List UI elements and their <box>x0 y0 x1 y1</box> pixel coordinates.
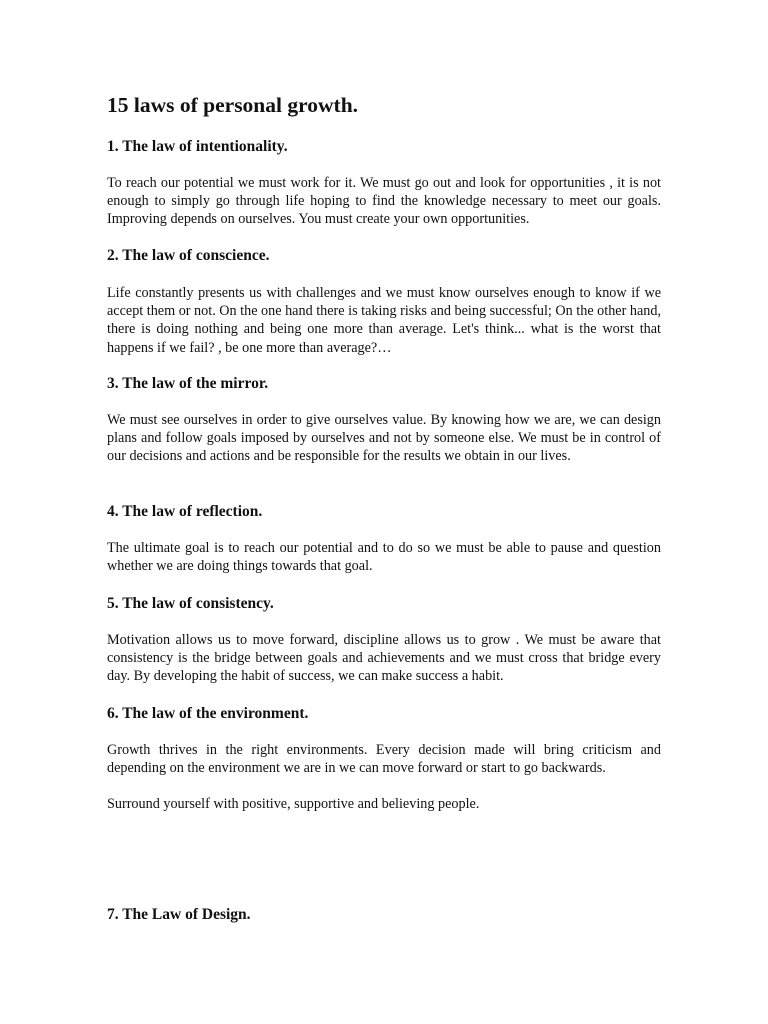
section-heading-conscience: 2. The law of conscience. <box>107 247 270 264</box>
section-heading-reflection: 4. The law of reflection. <box>107 503 263 520</box>
section-heading-environment: 6. The law of the environment. <box>107 705 309 722</box>
section-paragraph-mirror: We must see ourselves in order to give ourselves value. By knowing how we are, we can design plans and follow goals imposed by ourselves and not by someone else. We must be in control of our decisions and actions and be responsible for the results we obtain in our lives. <box>107 412 661 465</box>
section-paragraph-consistency: Motivation allows us to move forward, discipline allows us to grow . We must be aware that consistency is the bridge between goals and achievements and we must cross that bridge every day. By developing the habit of success, we can make success a habit. <box>107 632 661 685</box>
section-paragraph-conscience: Life constantly presents us with challenges and we must know ourselves enough to know if we accept them or not. On the one hand there is taking risks and being successful; On the other hand, there is doing nothing and being one more than average. Let's think... what is the worst that happens if we fail? , be one more than average?… <box>107 285 661 356</box>
document-title: 15 laws of personal growth. <box>107 93 359 117</box>
section-heading-consistency: 5. The law of consistency. <box>107 595 274 612</box>
section-heading-mirror: 3. The law of the mirror. <box>107 375 269 392</box>
section-paragraph-reflection: The ultimate goal is to reach our potential and to do so we must be able to pause and question whether we are doing things towards that goal. <box>107 540 661 575</box>
section-paragraph-environment-2: Surround yourself with positive, supportive and believing people. <box>107 796 480 812</box>
section-paragraph-intentionality: To reach our potential we must work for it. We must go out and look for opportunities , it is not enough to simply go through life hoping to find the knowledge necessary to meet our goals. Improving depends on ourselves. You must create your own opportunities. <box>107 175 661 228</box>
section-heading-intentionality: 1. The law of intentionality. <box>107 138 288 155</box>
section-heading-design: 7. The Law of Design. <box>107 906 251 923</box>
section-paragraph-environment: Growth thrives in the right environments. Every decision made will bring criticism and depending on the environment we are in we can move forward or start to go backwards. <box>107 742 661 777</box>
